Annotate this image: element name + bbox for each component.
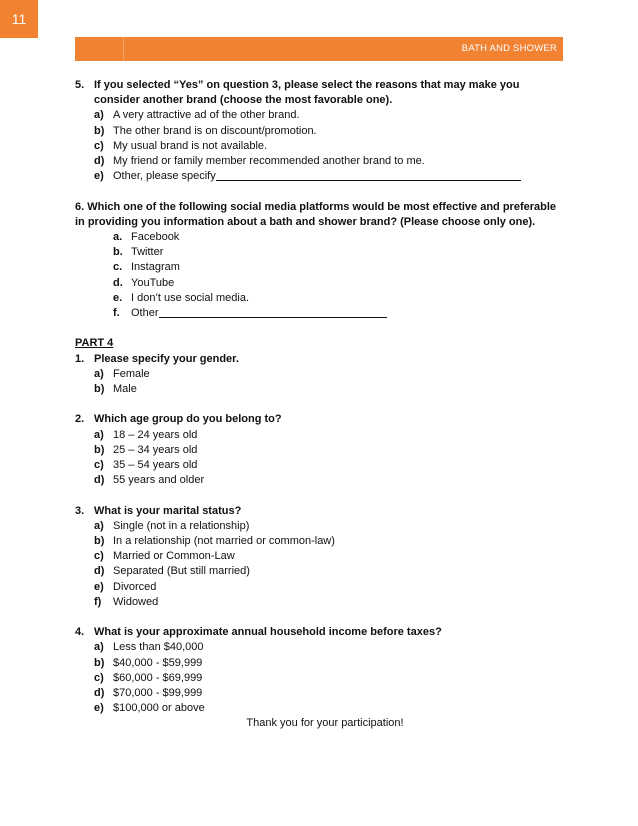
option-text: My usual brand is not available. xyxy=(113,139,268,152)
option-letter: d) xyxy=(94,155,105,168)
option-marital xyxy=(94,564,565,579)
option-text: Other, please specify xyxy=(113,170,216,183)
option-marital xyxy=(94,534,565,549)
option-letter: c) xyxy=(94,459,104,472)
option-5b xyxy=(94,124,565,139)
option-text: $40,000 - $59,999 xyxy=(113,656,203,669)
option-income xyxy=(94,686,565,701)
option-text: Male xyxy=(113,383,137,396)
header-title: BATH AND SHOWER xyxy=(461,43,557,54)
option-letter: e) xyxy=(94,702,104,715)
option-letter: c) xyxy=(94,139,104,152)
option-text: The other brand is on discount/promotion. xyxy=(113,124,317,137)
option-letter: e) xyxy=(94,580,104,593)
option-letter: a) xyxy=(94,519,104,532)
option-letter: c) xyxy=(94,671,104,684)
option-letter: b) xyxy=(94,443,105,456)
option-text: $100,000 or above xyxy=(113,702,205,715)
option-letter: a) xyxy=(94,109,104,122)
option-age xyxy=(94,458,565,473)
option-text: Female xyxy=(113,367,150,380)
part4-question-4-options xyxy=(75,640,565,716)
option-letter: e. xyxy=(113,291,123,304)
option-age xyxy=(94,443,565,458)
question-5-text: If you selected “Yes” on question 3, please select the reasons that may make you consider another brand (choose the most favorable one). xyxy=(94,79,520,107)
option-text: A very attractive ad of the other brand. xyxy=(113,109,300,122)
option-letter: a) xyxy=(94,367,104,380)
part4-question-2 xyxy=(75,412,565,427)
option-5c xyxy=(94,139,565,154)
part4-question-2-options xyxy=(75,428,565,489)
option-letter: c) xyxy=(94,550,104,563)
part4-question-1-options xyxy=(75,367,565,397)
option-letter: b) xyxy=(94,124,105,137)
question-text: What is your marital status? xyxy=(94,504,242,517)
question-5-number: 5. xyxy=(75,79,85,91)
part4-question-1 xyxy=(75,352,565,367)
question-text: Which age group do you belong to? xyxy=(94,413,282,426)
option-text: Separated (But still married) xyxy=(113,565,250,578)
header-divider xyxy=(123,37,124,61)
closing-thanks: Thank you for your participation! xyxy=(246,717,404,730)
option-text: 35 – 54 years old xyxy=(113,459,198,472)
option-text: My friend or family member recommended another brand to me. xyxy=(113,155,425,168)
option-income xyxy=(94,656,565,671)
option-letter: d) xyxy=(94,687,105,700)
option-6f xyxy=(113,306,565,321)
option-age xyxy=(94,473,565,488)
specify-blank-line xyxy=(216,169,521,181)
option-letter: c. xyxy=(113,261,123,274)
option-text: Single (not in a relationship) xyxy=(113,519,250,532)
option-5d xyxy=(94,154,565,169)
option-marital xyxy=(94,549,565,564)
option-text: 25 – 34 years old xyxy=(113,443,198,456)
option-text: $60,000 - $69,999 xyxy=(113,671,203,684)
option-6a xyxy=(113,230,565,245)
question-5 xyxy=(75,78,565,108)
part-4-title: PART 4 xyxy=(75,337,114,350)
option-gender-female xyxy=(94,367,565,382)
option-letter: a) xyxy=(94,428,104,441)
option-text: Widowed xyxy=(113,595,159,608)
option-6d xyxy=(113,276,565,291)
option-5e xyxy=(94,169,565,184)
option-marital xyxy=(94,519,565,534)
question-number: 1. xyxy=(75,352,85,365)
page-number: 11 xyxy=(0,0,38,38)
option-marital xyxy=(94,595,565,610)
option-gender-male xyxy=(94,382,565,397)
option-income xyxy=(94,640,565,655)
option-letter: b) xyxy=(94,656,105,669)
option-5a xyxy=(94,108,565,123)
option-letter: d. xyxy=(113,276,123,289)
option-text: 18 – 24 years old xyxy=(113,428,198,441)
part4-question-3 xyxy=(75,504,565,519)
question-5-options xyxy=(75,108,565,184)
option-text: Less than $40,000 xyxy=(113,641,204,654)
option-text: In a relationship (not married or common-law) xyxy=(113,535,335,548)
option-6c xyxy=(113,260,565,275)
option-text: $70,000 - $99,999 xyxy=(113,687,203,700)
option-letter: b) xyxy=(94,535,105,548)
option-letter: a. xyxy=(113,231,123,244)
option-letter: f) xyxy=(94,595,102,608)
question-text: What is your approximate annual household income before taxes? xyxy=(94,626,442,639)
option-6e xyxy=(113,291,565,306)
option-marital xyxy=(94,580,565,595)
option-income xyxy=(94,671,565,686)
option-letter: d) xyxy=(94,474,105,487)
option-letter: a) xyxy=(94,641,104,654)
option-text: I don’t use social media. xyxy=(131,291,250,304)
other-blank-line xyxy=(159,306,387,318)
option-text: Married or Common-Law xyxy=(113,550,235,563)
question-6-text: 6. Which one of the following social media platforms would be most effective and preferable in providing you information about a bath and shower brand? (Please choose only one). xyxy=(75,200,557,228)
option-letter: b. xyxy=(113,246,123,259)
option-text: Facebook xyxy=(131,231,180,244)
question-text: Please specify your gender. xyxy=(94,352,239,365)
option-text: Instagram xyxy=(131,261,180,274)
part4-question-3-options xyxy=(75,519,565,610)
part4-question-4 xyxy=(75,625,565,640)
question-number: 4. xyxy=(75,626,85,639)
option-6b xyxy=(113,245,565,260)
option-letter: d) xyxy=(94,565,105,578)
document-body xyxy=(75,78,565,732)
option-text: Other xyxy=(131,307,159,320)
option-letter: b) xyxy=(94,383,105,396)
option-text: Divorced xyxy=(113,580,157,593)
header-bar xyxy=(75,37,563,61)
option-text: 55 years and older xyxy=(113,474,205,487)
option-age xyxy=(94,428,565,443)
option-letter: e) xyxy=(94,170,104,183)
option-text: YouTube xyxy=(131,276,175,289)
question-number: 2. xyxy=(75,413,85,426)
question-number: 3. xyxy=(75,504,85,517)
question-6-options xyxy=(75,230,565,321)
option-letter: f. xyxy=(113,307,120,320)
option-income xyxy=(94,701,565,716)
option-text: Twitter xyxy=(131,246,164,259)
